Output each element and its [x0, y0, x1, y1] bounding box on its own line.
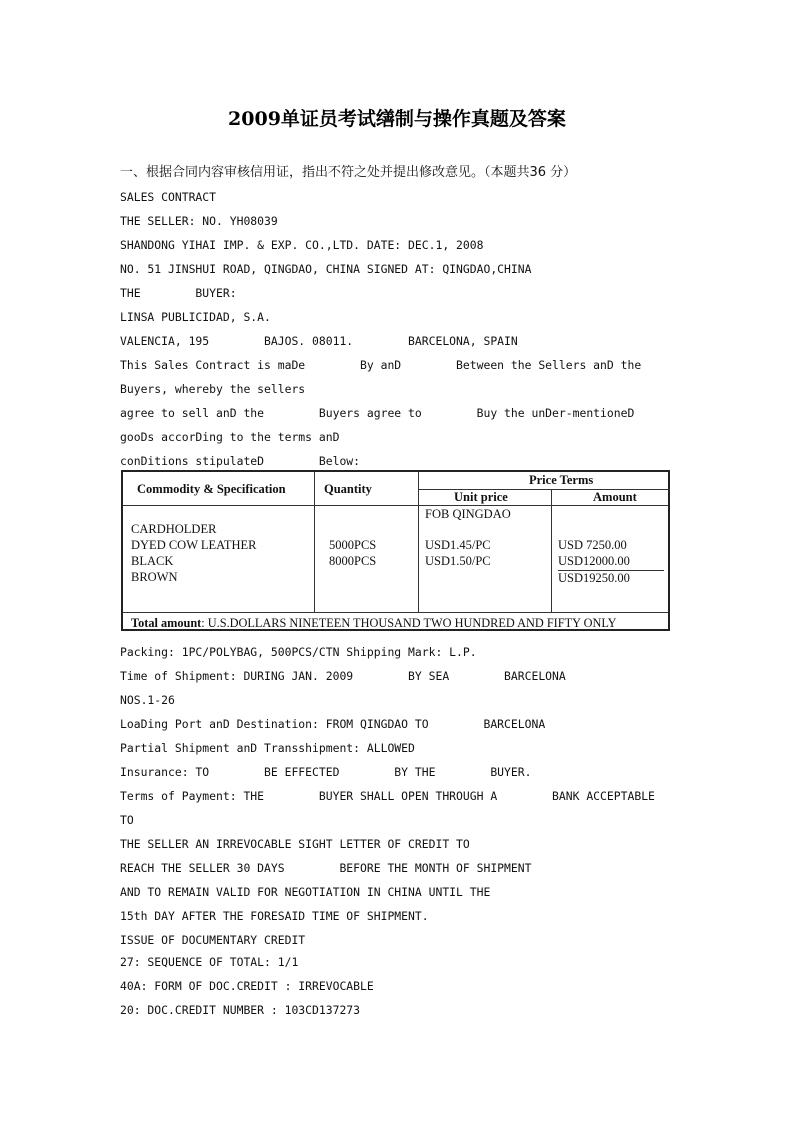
commodity-line: BROWN	[131, 570, 178, 584]
header-price-terms: Price Terms	[529, 473, 594, 487]
contract-line: AND TO REMAIN VALID FOR NEGOTIATION IN CHINA UNTIL THE	[120, 885, 491, 899]
page-title: 2009单证员考试缮制与操作真题及答案	[228, 108, 566, 130]
contract-line: SALES CONTRACT	[120, 190, 217, 204]
contract-line: THE SELLER AN IRREVOCABLE SIGHT LETTER OF CREDIT TO	[120, 837, 470, 851]
question-heading: 一、根据合同内容审核信用证，指出不符之处并提出修改意见。（本题共36 分）	[120, 165, 577, 180]
contract-line: REACH THE SELLER 30 DAYS BEFORE THE MONTH OF SHIPMENT	[120, 861, 532, 875]
header-quantity: Quantity	[324, 482, 372, 496]
contract-line: TO	[120, 813, 134, 827]
contract-line: THE BUYER:	[120, 286, 237, 300]
contract-line: Buyers, whereby the sellers	[120, 382, 306, 396]
contract-line: VALENCIA, 195 BAJOS. 08011. BARCELONA, SPAIN	[120, 334, 518, 348]
contract-line: Packing: 1PC/POLYBAG, 500PCS/CTN Shipping Mark: L.P.	[120, 645, 477, 659]
unit-price-cell: USD1.45/PC	[425, 538, 491, 552]
contract-line: 15th DAY AFTER THE FORESAID TIME OF SHIPMENT.	[120, 909, 429, 923]
lc-field: 27: SEQUENCE OF TOTAL: 1/1	[120, 955, 299, 969]
contract-line: Time of Shipment: DURING JAN. 2009 BY SEA BARCELONA	[120, 669, 566, 683]
amount-total-cell: USD19250.00	[558, 571, 630, 585]
unit-price-cell: USD1.50/PC	[425, 554, 491, 568]
contract-line: NOS.1-26	[120, 693, 175, 707]
commodity-line: CARDHOLDER	[131, 522, 217, 536]
quantity-cell: 8000PCS	[329, 554, 377, 568]
contract-line: THE SELLER: NO. YH08039	[120, 214, 278, 228]
contract-line: conDitions stipulateD Below:	[120, 454, 361, 468]
contract-line: LINSA PUBLICIDAD, S.A.	[120, 310, 271, 324]
header-commodity: Commodity & Specification	[137, 482, 286, 496]
total-amount-row	[131, 616, 617, 631]
contract-line: SHANDONG YIHAI IMP. & EXP. CO.,LTD. DATE: DEC.1, 2008	[120, 238, 484, 252]
contract-line: Partial Shipment anD Transshipment: ALLOWED	[120, 741, 415, 755]
contract-line: This Sales Contract is maDe By anD Between the Sellers anD the	[120, 358, 642, 372]
contract-line: gooDs accorDing to the terms anD	[120, 430, 340, 444]
price-table	[121, 470, 670, 631]
price-terms-value: FOB QINGDAO	[425, 507, 511, 521]
total-amount-label: Total amount	[131, 616, 202, 630]
commodity-line: DYED COW LEATHER	[131, 538, 257, 552]
lc-field: 40A: FORM OF DOC.CREDIT : IRREVOCABLE	[120, 979, 374, 993]
header-unit-price: Unit price	[454, 490, 508, 504]
contract-line: Terms of Payment: THE BUYER SHALL OPEN THROUGH A BANK ACCEPTABLE	[120, 789, 655, 803]
commodity-line: BLACK	[131, 554, 174, 568]
quantity-cell: 5000PCS	[329, 538, 377, 552]
amount-cell: USD 7250.00	[558, 538, 627, 552]
contract-line: agree to sell anD the Buyers agree to Buy the unDer-mentioneD	[120, 406, 635, 420]
header-amount: Amount	[593, 490, 637, 504]
total-amount-text: : U.S.DOLLARS NINETEEN THOUSAND TWO HUNDRED AND FIFTY ONLY	[201, 616, 617, 630]
contract-line: NO. 51 JINSHUI ROAD, QINGDAO, CHINA SIGNED AT: QINGDAO,CHINA	[120, 262, 532, 276]
lc-field: 20: DOC.CREDIT NUMBER : 103CD137273	[120, 1003, 361, 1017]
contract-line: Insurance: TO BE EFFECTED BY THE BUYER.	[120, 765, 532, 779]
lc-heading: ISSUE OF DOCUMENTARY CREDIT	[120, 933, 306, 947]
amount-cell: USD12000.00	[558, 554, 630, 568]
contract-line: LoaDing Port anD Destination: FROM QINGDAO TO BARCELONA	[120, 717, 546, 731]
